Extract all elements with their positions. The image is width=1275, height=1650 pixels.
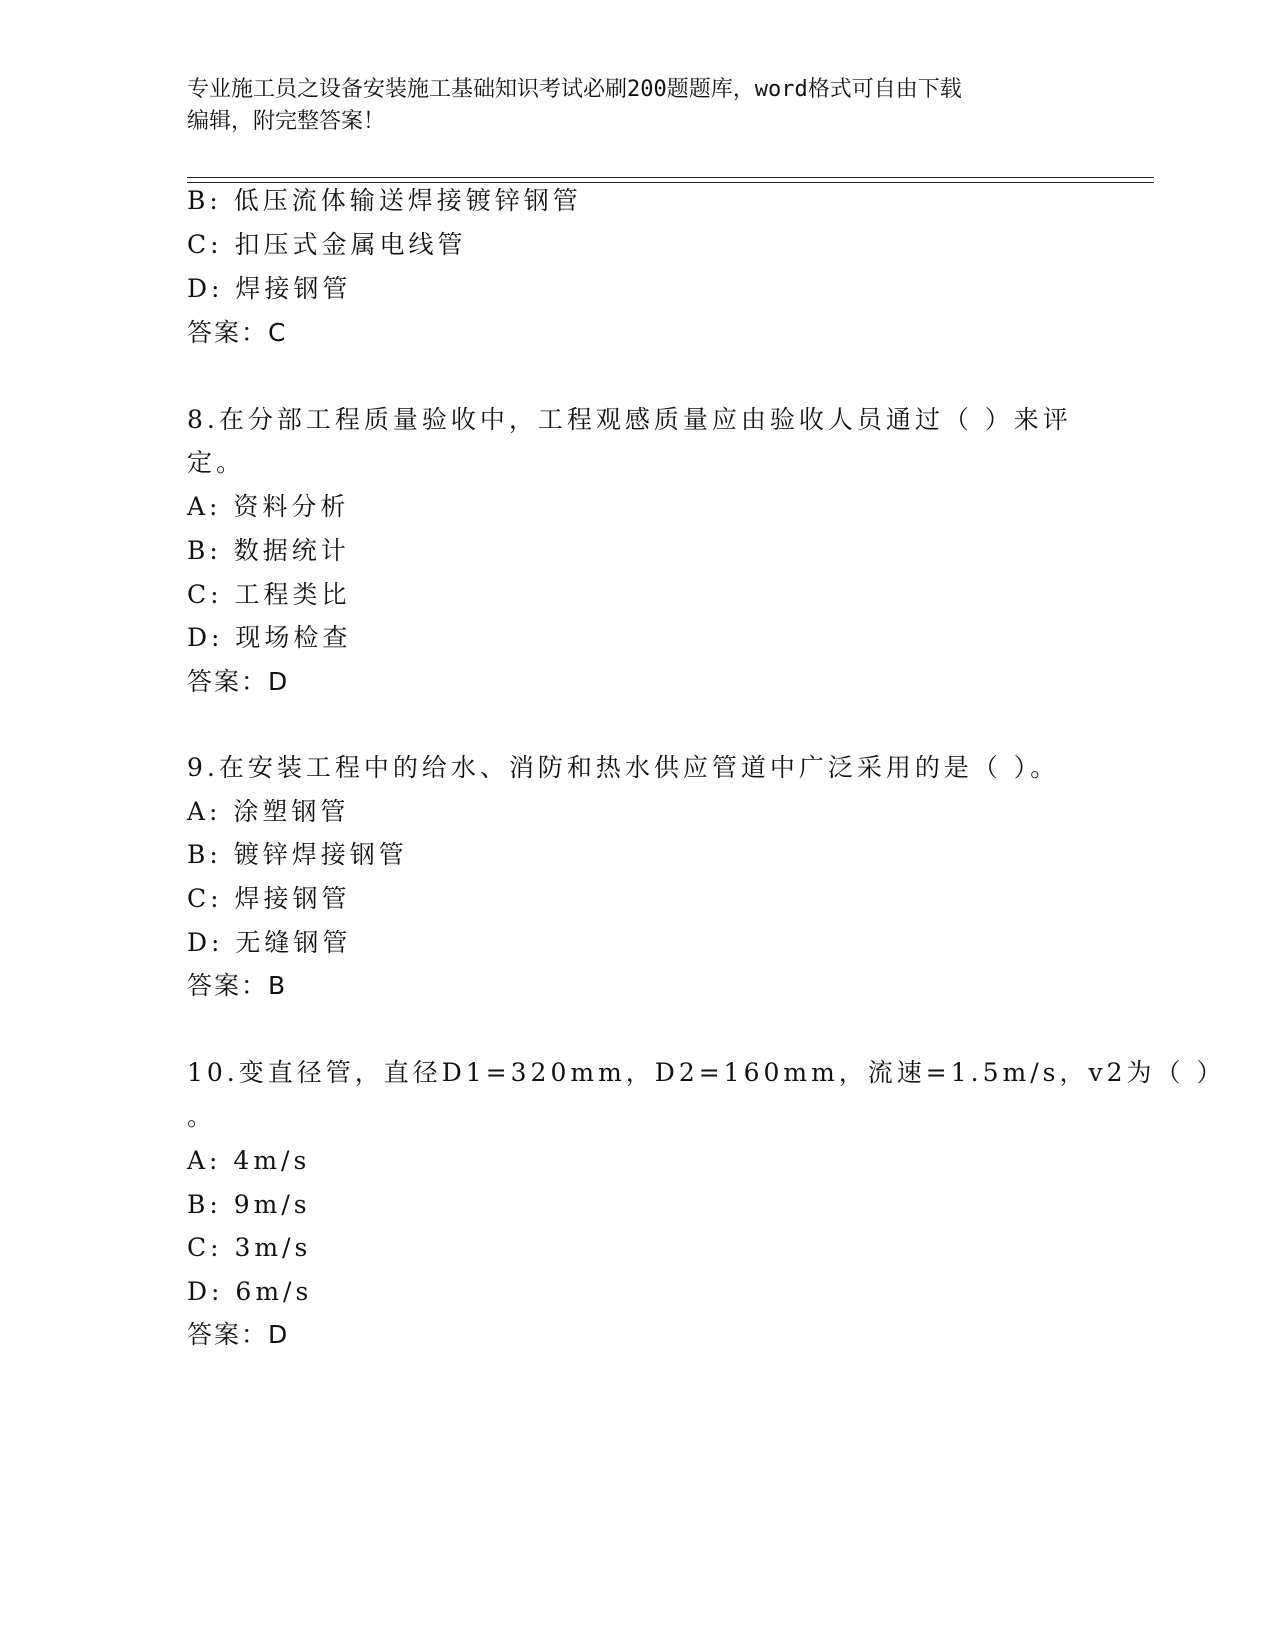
q8-option-d: D: 现场检查 <box>187 623 352 652</box>
q8-option-b: B: 数据统计 <box>187 536 350 565</box>
q10-option-c: C: 3m/s <box>187 1233 312 1262</box>
q10-option-b: B: 9m/s <box>187 1190 311 1219</box>
q10-answer: 答案：D <box>187 1320 290 1349</box>
q7-option-b: B: 低压流体输送焊接镀锌钢管 <box>187 186 582 215</box>
q9-option-a: A: 涂塑钢管 <box>187 797 350 826</box>
q8-question-line-1: 8.在分部工程质量验收中，工程观感质量应由验收人员通过（ ）来评 <box>187 405 1072 434</box>
q10-option-d: D: 6m/s <box>187 1277 313 1306</box>
header-divider-top <box>187 177 1154 178</box>
header-line-1: 专业施工员之设备安装施工基础知识考试必刷200题题库，word格式可自由下载 <box>187 77 962 102</box>
header-line-2: 编辑，附完整答案！ <box>187 109 386 134</box>
q9-option-d: D: 无缝钢管 <box>187 928 352 957</box>
header-divider-bottom <box>187 182 1154 183</box>
q7-option-c: C: 扣压式金属电线管 <box>187 230 467 259</box>
q8-option-a: A: 资料分析 <box>187 492 350 521</box>
q8-answer: 答案：D <box>187 667 290 696</box>
q8-question-line-2: 定。 <box>187 448 246 477</box>
q10-option-a: A: 4m/s <box>187 1146 311 1175</box>
q9-question: 9.在安装工程中的给水、消防和热水供应管道中广泛采用的是（ ）。 <box>187 753 1060 782</box>
q9-answer: 答案：B <box>187 971 288 1000</box>
q7-answer: 答案：C <box>187 318 288 347</box>
q9-option-c: C: 焊接钢管 <box>187 884 351 913</box>
q7-option-d: D: 焊接钢管 <box>187 274 352 303</box>
q10-question-line-1: 10.变直径管，直径D1=320mm，D2=160mm，流速=1.5m/s，v2为（ ） <box>187 1058 1226 1087</box>
q9-option-b: B: 镀锌焊接钢管 <box>187 840 408 869</box>
q10-question-line-2: 。 <box>187 1102 217 1131</box>
q8-option-c: C: 工程类比 <box>187 580 351 609</box>
document-header <box>187 74 1087 138</box>
